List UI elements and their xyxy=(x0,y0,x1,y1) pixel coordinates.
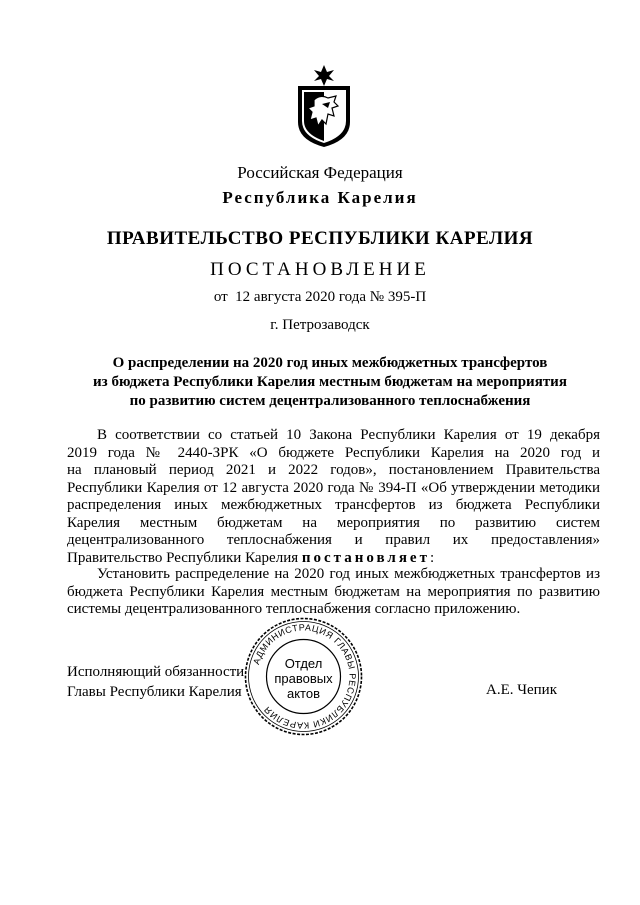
stamp-line: правовых xyxy=(274,671,333,686)
signer-name: А.Е. Чепик xyxy=(486,682,557,698)
position-line: Исполняющий обязанности xyxy=(67,664,245,680)
resolution-prefix: Правительство Республики Карелия xyxy=(67,549,302,566)
city: г. Петрозаводск xyxy=(270,317,370,333)
government-name: ПРАВИТЕЛЬСТВО РЕСПУБЛИКИ КАРЕЛИЯ xyxy=(106,228,534,249)
text-line: децентрализованного теплоснабжения и правил их предоставления» xyxy=(67,532,600,548)
paragraph-preamble xyxy=(67,427,600,567)
text-line xyxy=(67,550,600,568)
text-line: Республики Карелия от 12 августа 2020 года № 394-П «Об утверждении методики xyxy=(67,479,600,496)
title-line: из бюджета Республики Карелия местным бюджетам на мероприятия xyxy=(93,374,567,390)
country-name: Российская Федерация xyxy=(237,163,403,182)
position-line: Главы Республики Карелия xyxy=(67,684,242,700)
paragraph-decision xyxy=(67,566,600,619)
republic-name: Республика Карелия xyxy=(222,188,418,207)
text-line: Карелия местным бюджетам на мероприятия по развитию систем xyxy=(67,514,600,531)
title-line: О распределении на 2020 год иных межбюджетных трансфертов xyxy=(112,355,548,371)
text-line: В соответствии со статьей 10 Закона Республики Карелия от 19 декабря xyxy=(97,427,600,443)
resolution-colon: : xyxy=(429,549,435,566)
stamp-line: Отдел xyxy=(284,656,323,671)
document-title xyxy=(60,354,600,411)
text-line: на плановый период 2021 и 2022 годов», постановлением Правительства xyxy=(67,462,600,478)
document-type: ПОСТАНОВЛЕНИЕ xyxy=(210,259,430,280)
resolves-word: постановляет xyxy=(301,549,430,566)
text-line: бюджета Республики Карелия местным бюджетам на мероприятия по развитию xyxy=(67,583,600,600)
text-line: 2019 года № 2440-ЗРК «О бюджете Республики Карелия на 2020 год и xyxy=(67,444,600,461)
stamp-line: актов xyxy=(286,686,321,701)
signature-position xyxy=(67,662,244,702)
text-line: Установить распределение на 2020 год иных межбюджетных трансфертов из xyxy=(97,566,600,582)
document-date-number: от 12 августа 2020 года № 395-П xyxy=(213,289,427,305)
karelia-coat-of-arms-icon xyxy=(294,64,354,148)
stamp-ring-text: АДМИНИСТРАЦИЯ ГЛАВЫ РЕСПУБЛИКИ КАРЕЛИЯ xyxy=(251,622,358,731)
title-line: по развитию систем децентрализованного теплоснабжения xyxy=(129,393,531,409)
text-line: системы децентрализованного теплоснабжения согласно приложению. xyxy=(67,601,521,617)
text-line: распределения иных межбюджетных трансфертов из бюджета Республики xyxy=(67,497,600,513)
legal-department-stamp xyxy=(243,616,364,737)
